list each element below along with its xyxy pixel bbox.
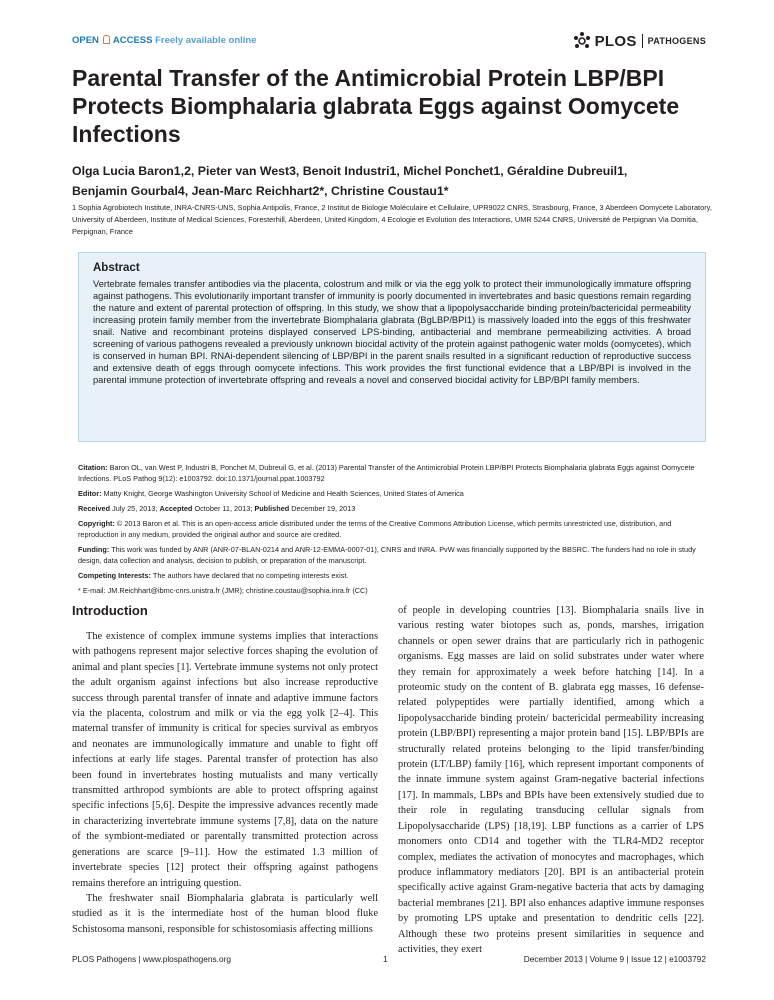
intro-paragraph-2-continued: of people in developing countries [13]. Biomphalaria snails live in various resting water biotopes such as, ponds, marshes, irrigation channels or open sewer drains that are particularly rich in pathogenic organisms. Egg masses are laid on solid substrates under water where they remain for approximately a week before hatching [14]. In a proteomic study on the content of B. glabrata egg masses, 16 defense-related polypeptides were partially identified, among which a lipopolysaccharide binding protein/ bactericidal permeability increasing protein (LBP/BPI) representing a major protein band [15]. LBP/BPIs are structurally related proteins belonging to the lipid transfer/binding protein (LT/LBP) family [16], which represent important components of the innate immune system against Gram-negative bacterial infections [17]. In mammals, LBPs and BPIs have been extensively studied due to their role in regulating transducing cellular signals from Lipopolysaccharide (LPS) [18,19]. LBP functions as a carrier of LPS monomers onto CD14 and together with the TLR4-MD2 receptor complex, mediates the activation of monocytes and macrophages, which produce inflammatory mediators [20]. BPI is an antibacterial protein specifically active against Gram-negative bacteria that acts by damaging bacterial membranes [21]. BPI also enhances adaptive immune responses by promoting LPS uptake and presentation to dendritic cells [22]. Although these two proteins present similarities in sequence and activities, they exert [398, 605, 704, 955]
plos-brand [572, 30, 706, 52]
abstract-heading: Abstract [93, 262, 140, 274]
footer-journal-url: PLOS Pathogens | www.plospathogens.org [72, 954, 231, 964]
affiliations: 1 Sophia Agrobiotech Institute, INRA-CNRS-UNS, Sophia Antipolis, France, 2 Institut de Biologie Moléculaire et Cellulaire, UPR9022 CNRS, Strasbourg, France, 3 Aberdeen Oomycete Laboratory, University of Aberdeen, Institute of Medical Sciences, Foresterhill, Aberdeen, United Kingdom, 4 Ecologie et Evolution des Interactions, UMR 5244 CNRS, Université de Perpignan Via Domitia, Perpignan, France [72, 203, 712, 237]
access-text: ACCESS [112, 35, 153, 46]
intro-paragraph-1: The existence of complex immune systems implies that interactions with pathogens represent major selective forces shaping the evolution of animal and plant species [1]. Vertebrate immune systems not only protect the adult organism against infections but also increase reproductive success through parental transfer of innate and adaptive immune factors via the placenta, colostrum and milk or via the egg yolk [2–4]. This maternal transfer of immunity is critical for species survival as embryos and neonates are immunologically immature and unable to fight off infections at early life stages. Parental transfer of protection has also been found in invertebrates hosting mutualists and many vertically transmitted arthropod symbionts are able to protect offspring against specific infections [5,6]. Despite the impressive advances recently made in characterizing invertebrate immune systems [7,8], data on the nature of the symbiont-mediated or parentally transmitted protection across generations are scarce [9–11]. How the estimated 1.3 million of invertebrate species [12] protect their offspring against pathogens remains therefore an intriguing question. [72, 631, 378, 889]
plos-wordmark: PLOS [594, 32, 637, 50]
intro-paragraph-2: The freshwater snail Biomphalaria glabrata is particularly well studied as it is the intermediate host of the human blood fluke Schistosoma mansoni, responsible for schistosomiasis affecting millions [72, 892, 378, 935]
editor-label: Editor: [78, 489, 102, 498]
funding-text: This work was funded by ANR (ANR-07-BLAN-0214 and ANR-12-EMMA-0007-01), CNRS and INRA. PvW was financially supported by the BBSRC. The funders had no role in study design, data collection and analysis, decision to publish, or preparation of the manuscript. [78, 545, 696, 565]
published-date: December 19, 2013 [291, 504, 356, 513]
author-line-1: Olga Lucia Baron1,2, Pieter van West3, Benoit Industri1, Michel Ponchet1, Géraldine Dubreuil1, [72, 164, 628, 178]
journal-header [72, 30, 706, 52]
brand-divider [642, 34, 643, 48]
article-metadata [78, 462, 706, 600]
accepted-date: October 11, 2013; [194, 504, 253, 513]
funding [78, 544, 706, 566]
competing-label: Competing Interests: [78, 571, 151, 580]
received-label: Received [78, 504, 111, 513]
citation-label: Citation: [78, 463, 108, 472]
journal-name: PATHOGENS [647, 36, 706, 46]
funding-label: Funding: [78, 545, 110, 554]
article-title: Parental Transfer of the Antimicrobial Protein LBP/BPI Protects Biomphalaria glabrata Eggs against Oomycete Infections [72, 65, 680, 147]
left-column [72, 603, 378, 937]
author-line-2: Benjamin Gourbal4, Jean-Marc Reichhart2*, Christine Coustau1* [72, 184, 449, 198]
competing-interests [78, 570, 706, 581]
abstract-text: Vertebrate females transfer antibodies via the placenta, colostrum and milk or via the egg yolk to protect their immunologically immature offspring against pathogens. This evolutionarily important transfer of immunity is poorly documented in invertebrates and basic questions remain regarding the nature and extent of parental protection of offspring. In this study, we show that a lipopolysaccharide binding protein/bactericidal permeability increasing protein family member from the invertebrate Biomphalaria glabrata (BgLBP/BPI1) is massively loaded into the eggs of this freshwater snail. Native and recombinant proteins displayed conserved LPS-binding, antibacterial and membrane permeabilizing activities. A broad screening of various pathogens revealed a previously unknown biocidal activity of the protein against pathogenic water molds (oomycetes), which is conserved in human BPI. RNAi-dependent silencing of LBP/BPI in the parent snails resulted in a significant reduction of reproductive success and extensive death of eggs through oomycete infections. This work provides the first functional evidence that a LBP/BPI is involved in the parental immune protection of invertebrate offspring and reveals a novel and conserved biocidal activity for LBP/BPI family members. [93, 279, 691, 385]
accepted-label: Accepted [159, 504, 193, 513]
open-access-label [72, 35, 257, 46]
editor [78, 488, 706, 499]
copyright-text: © 2013 Baron et al. This is an open-access article distributed under the terms of the Creative Commons Attribution License, which permits unrestricted use, distribution, and reproduction in any medium, provided the original author and source are credited. [78, 519, 672, 539]
editor-text: Matty Knight, George Washington University School of Medicine and Health Sciences, United States of America [103, 489, 464, 498]
citation [78, 462, 706, 484]
open-access-lock-icon [103, 35, 110, 44]
right-column [398, 603, 704, 957]
freely-available-text: Freely available online [155, 35, 257, 46]
page-number: 1 [383, 954, 388, 964]
received-date: July 25, 2013; [112, 504, 158, 513]
copyright-label: Copyright: [78, 519, 115, 528]
published-label: Published [254, 504, 290, 513]
plos-logo-icon [572, 31, 592, 51]
competing-text: The authors have declared that no competing interests exist. [152, 571, 349, 580]
open-text: OPEN [72, 35, 99, 46]
citation-text: Baron OL, van West P, Industri B, Ponchet M, Dubreuil G, et al. (2013) Parental Transfer of the Antimicrobial Protein LBP/BPI Protects Biomphalaria glabrata Eggs against Oomycete Infections. PLoS Pathog 9(12): e1003792. doi:10.1371/journal.ppat.1003792 [78, 463, 695, 483]
copyright [78, 518, 706, 540]
footer-issue-info: December 2013 | Volume 9 | Issue 12 | e1003792 [523, 954, 706, 964]
corresponding-email: * E-mail: JM.Reichhart@ibmc-cnrs.unistra.fr (JMR); christine.coustau@sophia.inra.fr (CC) [78, 586, 368, 595]
introduction-heading: Introduction [72, 603, 148, 618]
abstract-box [78, 252, 706, 442]
author-list [72, 161, 712, 201]
dates [78, 503, 706, 514]
